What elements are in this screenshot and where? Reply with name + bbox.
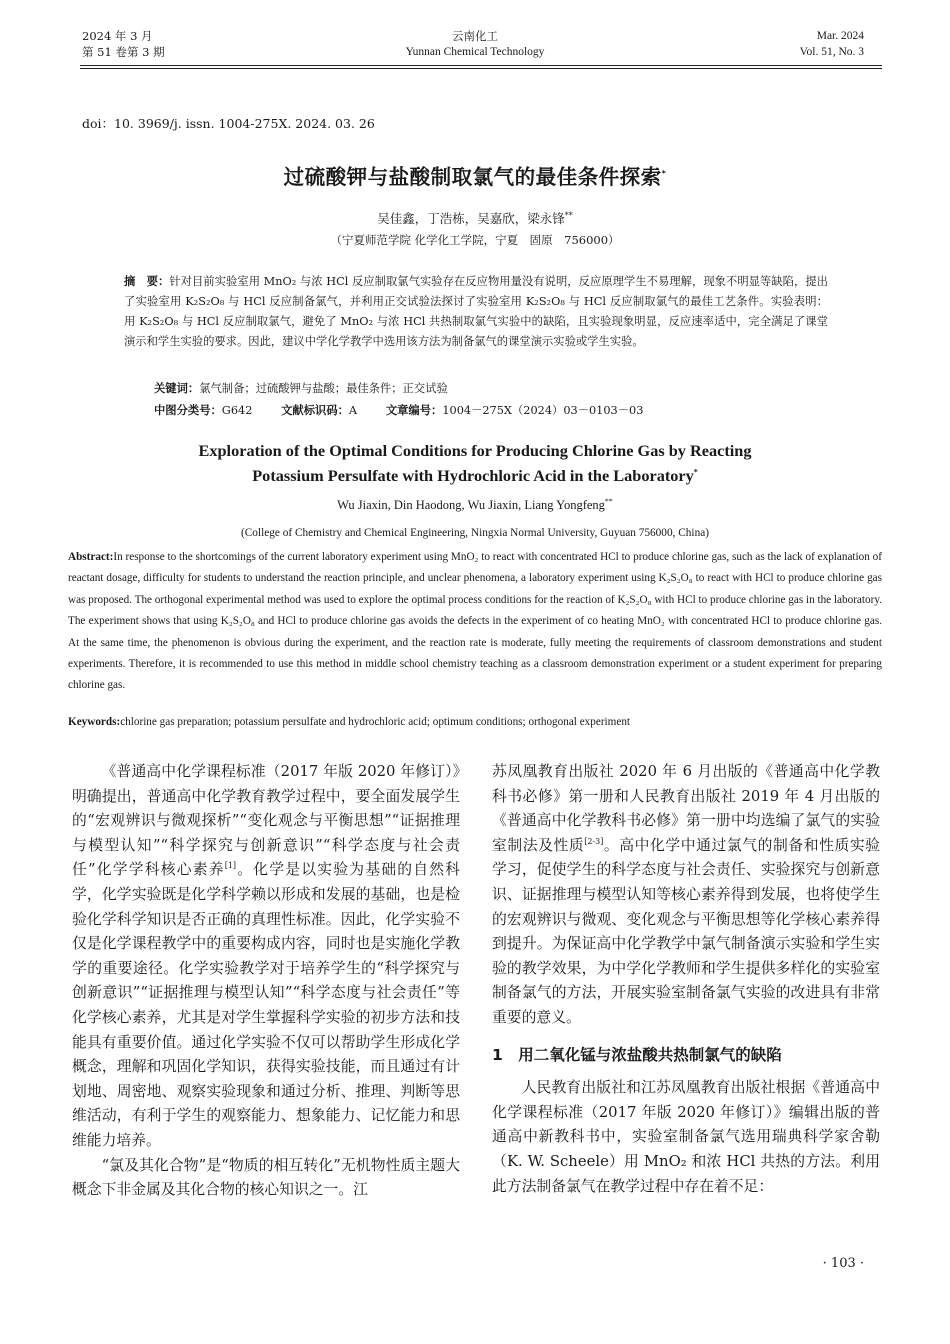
- paper-title-cn-text: 过硫酸钾与盐酸制取氯气的最佳条件探索: [283, 165, 662, 189]
- page-number: · 103 ·: [822, 1256, 864, 1271]
- citation-ref: [1]: [224, 861, 237, 871]
- classification-line: [154, 402, 643, 418]
- affiliation-en: (College of Chemistry and Chemical Engineering, Ningxia Normal University, Guyuan 756000, China): [241, 527, 709, 539]
- abstract-en: [68, 547, 882, 697]
- paper-title-en-line2: Potassium Persulfate with Hydrochloric Acid in the Laboratory: [252, 466, 694, 485]
- abstract-en-label: Abstract:: [68, 551, 114, 563]
- abstract-cn: [124, 272, 828, 352]
- keywords-en-text: chlorine gas preparation; potassium persulfate and hydrochloric acid; optimum conditions; orthogonal experiment: [120, 716, 631, 728]
- body-paragraph: [72, 760, 460, 1154]
- doc-code-label: 文献标识码：: [281, 404, 349, 417]
- body-paragraph: 人民教育出版社和江苏凤凰教育出版社根据《普通高中化学课程标准（2017 年版 2020 年修订）》编辑出版的普通高中新教科书中，实验室制备氯气选用瑞典科学家舍勒（K. W. Scheele）用 MnO₂ 和浓 HCl 共热的方法。利用此方法制备氯气在教学过程中存在着不足：: [492, 1079, 880, 1195]
- keywords-cn-label: 关键词：: [154, 382, 200, 395]
- body-text: 苏凤凰教育出版社 2020 年 6 月出版的《普通高中化学教科书必修》第一册和人民教育出版社 2019 年 4 月出版的《普通高中化学教科书必修》第一册中均选编了氯气的实验室制法及性质: [492, 763, 880, 854]
- issue-date-cn: 2024 年 3 月: [82, 29, 153, 43]
- volume-issue-cn: 第 51 卷第 3 期: [82, 45, 165, 59]
- keywords-cn-text: 氯气制备；过硫酸钾与盐酸；最佳条件；正交试验: [199, 382, 448, 395]
- paper-title-en-line1: Exploration of the Optimal Conditions for Producing Chlorine Gas by Reacting: [198, 441, 752, 460]
- abstract-cn-label: 摘 要：: [124, 275, 170, 288]
- title-en-footnote-mark: *: [693, 467, 698, 477]
- authors-en: [0, 498, 950, 513]
- paper-title-cn: [0, 160, 950, 190]
- title-footnote-mark: *: [661, 169, 667, 179]
- clc-label: 中图分类号：: [154, 404, 222, 417]
- article-no-value: 1004－275X（2024）03－0103－03: [442, 404, 644, 417]
- abstract-en-text: In response to the shortcomings of the current laboratory experiment using MnO₂ to react with concentrated HCl to produce chlorine gas, such as the lack of explanation of reactant dosage, difficulty for students to understand the reaction principle, and unclear phenomena, a laboratory experiment using K₂S₂O₈ to react with HCl to produce chlorine gas was proposed. The orthogonal experimental method was used to explore the optimal process conditions for the reaction of K₂S₂O₈ with HCl to produce chlorine gas in the laboratory. The experiment shows that using K₂S₂O₈ and HCl to produce chlorine gas avoids the defects in the experiment of co heating MnO₂ with concentrated HCl to produce chlorine gas. At the same time, the phenomenon is obvious during the experiment, and the reaction rate is moderate, fully meeting the requirements of classroom demonstrations and student experiments. Therefore, it is recommended to use this method in middle school chemistry teaching as a classroom demonstration experiment or a student experiment for preparing chlorine gas.: [68, 551, 882, 692]
- keywords-en: [68, 716, 630, 728]
- doi: doi：10. 3969/j. issn. 1004-275X. 2024. 03. 26: [82, 116, 375, 131]
- authors-en-text: Wu Jiaxin, Din Haodong, Wu Jiaxin, Liang Yongfeng: [337, 498, 605, 512]
- section-heading: 1 用二氧化锰与浓盐酸共热制氯气的缺陷: [492, 1045, 782, 1064]
- abstract-cn-text: 针对目前实验室用 MnO₂ 与浓 HCl 反应制取氯气实验存在反应物用量没有说明，反应原理学生不易理解，现象不明显等缺陷，提出了实验室用 K₂S₂O₈ 与 HCl 反应制备氯气，并利用正交试验法探讨了实验室用 K₂S₂O₈ 与 HCl 反应制取氯气的最佳工艺条件。实验表明：用 K₂S₂O₈ 与 HCl 反应制取氯气，避免了 MnO₂ 与浓 HCl 共热制取氯气实验中的缺陷，且实验现象明显，反应速率适中，完全满足了课堂演示和学生实验的要求。因此，建议中学化学教学中选用该方法为制备氯气的课堂演示实验或学生实验。: [124, 275, 828, 348]
- body-text: 。高中化学中通过氯气的制备和性质实验学习，促使学生的科学态度与社会责任、实验探究与创新意识、证据推理与模型认知等核心素养得到发展，也将使学生的宏观辨识与微观、变化观念与平衡思想等化学核心素养得到提升。为保证高中化学教学中氯气制备演示实验和学生实验的教学效果，为中学化学教师和学生提供多样化的实验室制备氯气的方法，开展实验室制备氯气实验的改进具有非常重要的意义。: [492, 836, 880, 1026]
- author-footnote-mark: **: [564, 210, 573, 220]
- header-rule-top: [80, 65, 882, 66]
- doc-code-value: A: [348, 404, 358, 417]
- authors-cn: [0, 209, 950, 227]
- keywords-cn: [154, 380, 448, 396]
- citation-ref: [2-3]: [584, 836, 604, 846]
- body-paragraph: “氯及其化合物”是“物质的相互转化”无机物性质主题大概念下非金属及其化合物的核心知识之一。江: [72, 1156, 460, 1199]
- body-text: 《普通高中化学课程标准（2017 年版 2020 年修订）》明确提出，普通高中化学教育教学过程中，要全面发展学生的“宏观辨识与微观探析”“变化观念与平衡思想”“证据推理与模型认知”“科学探究与创新意识”“科学态度与社会责任”化学学科核心素养: [72, 763, 460, 879]
- clc-value: G642: [221, 404, 253, 417]
- header-rule-bottom: [80, 68, 882, 69]
- body-text: 。化学是以实验为基础的自然科学，化学实验既是化学科学赖以形成和发展的基础，也是检验化学科学知识是否正确的真理性标准。因此，化学实验不仅是化学课程教学中的重要构成内容，同时也是实施化学教学的重要途径。化学实验教学对于培养学生的“科学探究与创新意识”“证据推理与模型认知”“科学态度与社会责任”等化学核心素养，尤其是对学生掌握科学实验的初步方法和技能具有重要价值。通过化学实验不仅可以帮助学生形成化学概念，理解和巩固化学知识，获得实验技能，而且通过有计划地、周密地、观察实验现象和通过分析、推理、判断等思维活动，有利于学生的观察能力、想象能力、记忆能力和思维能力培养。: [72, 861, 460, 1149]
- journal-name-en: Yunnan Chemical Technology: [405, 46, 545, 58]
- paper-title-en: [0, 438, 950, 488]
- running-header-right: [800, 28, 864, 60]
- author-en-footnote-mark: **: [604, 496, 613, 506]
- body-paragraph: [492, 760, 880, 1031]
- body-column-left: [72, 760, 460, 1203]
- body-column-right: [492, 760, 880, 1199]
- authors-cn-text: 吴佳鑫，丁浩栋，吴嘉欣，梁永锋: [377, 211, 565, 226]
- volume-issue-en: Vol. 51, No. 3: [799, 46, 864, 58]
- affiliation-cn: （宁夏师范学院 化学化工学院，宁夏 固原 756000）: [330, 233, 620, 247]
- keywords-en-label: Keywords:: [68, 716, 121, 728]
- journal-name-cn: 云南化工: [452, 29, 498, 43]
- issue-date-en: Mar. 2024: [816, 30, 864, 42]
- article-no-label: 文章编号：: [385, 404, 443, 417]
